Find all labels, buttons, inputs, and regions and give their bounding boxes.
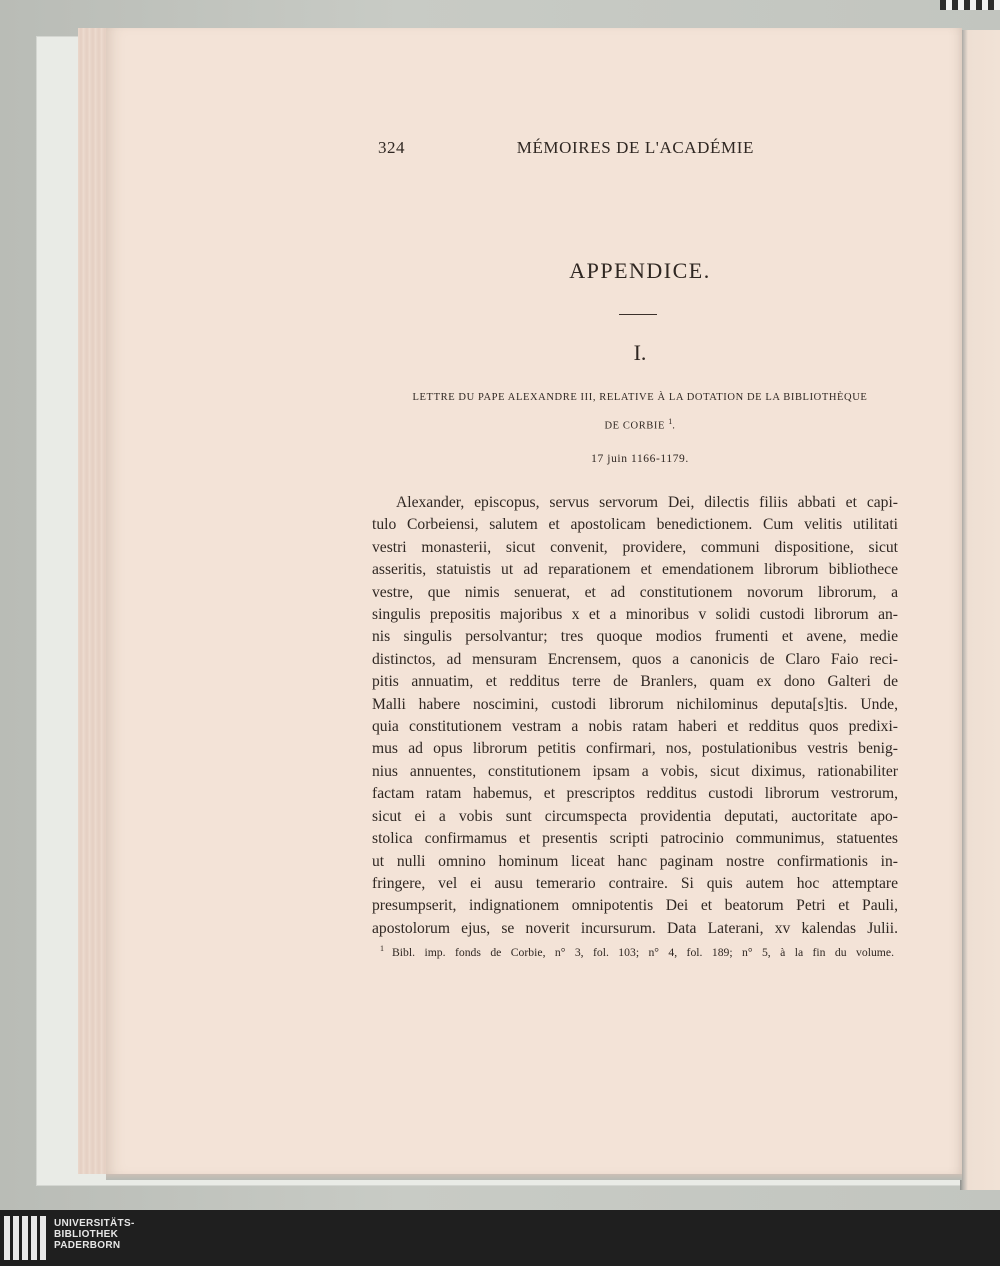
page-number: 324 <box>378 138 405 157</box>
section-title: APPENDICE. <box>569 258 711 283</box>
footnote-text: Bibl. imp. fonds de Corbie, n° 3, fol. 103; n° 4, fol. 189; n° 5, à la fin du volume. <box>392 945 894 959</box>
body-line: mus ad opus librorum petitis confirmari, nos, postulationibus vestris benig- <box>372 740 898 758</box>
body-line: vestri monasterii, sicut convenit, providere, communi dispositione, sicut <box>372 538 898 556</box>
body-line: Malli habere noscimini, custodi librorum nichilominus deputa[s]tis. Unde, <box>372 695 898 713</box>
body-line: nius annuentes, constitutionem ipsam a vobis, sicut diximus, rationabiliter <box>372 762 898 780</box>
body-line: vestre, que nimis senuerat, et ad constitutionem novorum librorum, a <box>372 583 898 601</box>
body-line: distinctos, ad mensuram Encrensem, quos a canonicis de Claro Faio reci- <box>372 650 898 668</box>
footnote <box>380 944 894 959</box>
footnote-number: 1 <box>380 944 384 953</box>
document-date: 17 juin 1166-1179. <box>591 453 689 465</box>
library-logo-icon <box>4 1216 46 1260</box>
body-line: tulo Corbeiensi, salutem et apostolicam benedictionem. Cum velitis utilitati <box>372 516 898 534</box>
body-line: pitis annuatim, et redditus terre de Branlers, quam ex dono Galteri de <box>372 673 898 691</box>
document-title-end: . <box>672 420 676 432</box>
document-title <box>376 386 904 439</box>
body-line: asseritis, statuistis ut ad reparationem et emendationem librorum bibliothece <box>372 561 898 579</box>
library-logo-banner <box>0 1210 1000 1266</box>
body-line: apostolorum ejus, se noverit incursurum. Data Laterani, xv kalendas Julii. <box>372 919 898 937</box>
body-line: stolica confirmamus et presentis scripti patrocinio communimus, statuentes <box>372 830 898 848</box>
body-line: quia constitutionem vestram a nobis ratam haberi et redditus quos predixi- <box>372 718 898 736</box>
document-title-line2: DE CORBIE <box>604 420 666 432</box>
body-line: sicut ei a vobis sunt circumspecta providentia deputati, auctoritate apo- <box>372 807 898 825</box>
section-number: I. <box>633 340 647 365</box>
library-logo-line3: PADERBORN <box>54 1240 121 1251</box>
document-title-line1: LETTRE DU PAPE ALEXANDRE III, RELATIVE À LA DOTATION DE LA BIBLIOTHÈQUE <box>412 392 868 403</box>
running-title: MÉMOIRES DE L'ACADÉMIE <box>516 138 754 157</box>
letter-body <box>372 492 898 940</box>
body-line: factam ratam habemus, et prescriptos redditus custodi librorum vestrorum, <box>372 785 898 803</box>
running-head <box>378 138 754 162</box>
body-line: singulis prepositis majoribus x et a minoribus v solidi custodi librorum an- <box>372 606 898 624</box>
body-line: Alexander, episcopus, servus servorum Dei, dilectis filiis abbati et capi- <box>396 494 898 511</box>
library-logo-line1: UNIVERSITÄTS- <box>54 1218 135 1229</box>
body-line: ut nulli omnino hominum liceat hanc paginam nostre confirmationis in- <box>372 852 898 870</box>
facing-page-edge <box>960 30 1000 1190</box>
color-scale-bar <box>940 0 1000 10</box>
body-line: nis singulis persolvantur; tres quoque modios frumenti et avene, medie <box>372 628 898 646</box>
title-rule <box>619 314 657 315</box>
page-bottom-shadow <box>106 1174 962 1180</box>
library-logo-line2: BIBLIOTHEK <box>54 1229 119 1240</box>
body-line: fringere, vel ei ausu temerario contraire. Si quis autem hoc attemptare <box>372 874 898 892</box>
footnote-marker: 1 <box>668 417 673 426</box>
body-line: presumpserit, indignationem omnipotentis Dei et beatorum Petri et Pauli, <box>372 897 898 915</box>
library-logo-text <box>54 1218 135 1251</box>
